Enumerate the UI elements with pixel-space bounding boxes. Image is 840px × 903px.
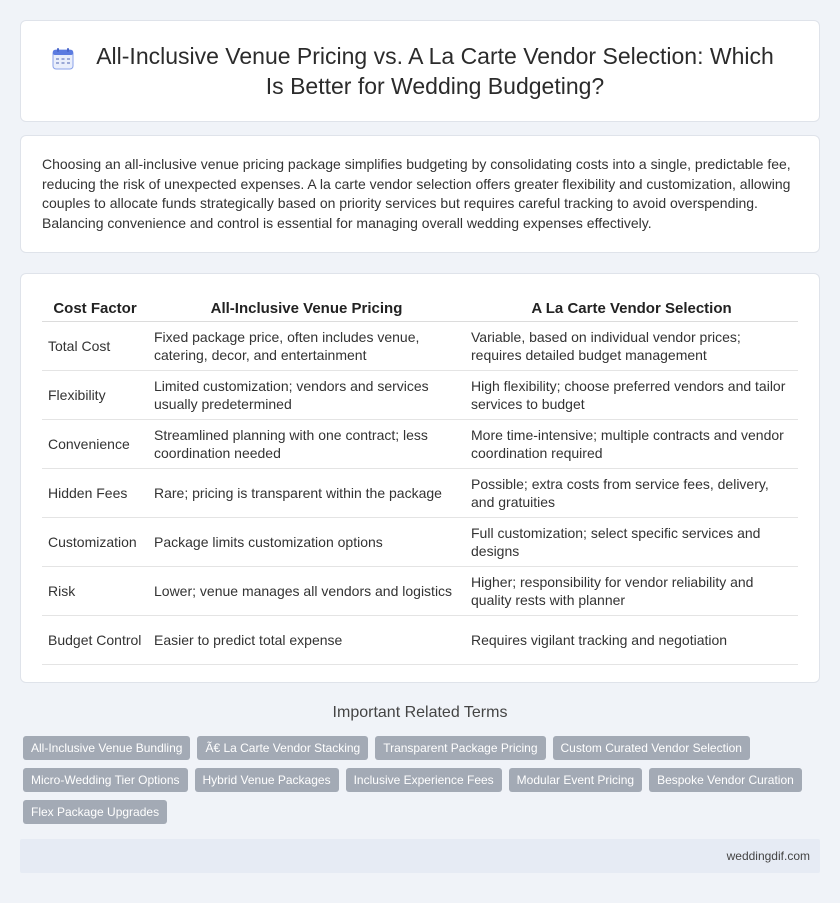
cost-factor-cell: Hidden Fees [42,468,148,517]
footer-site-link[interactable]: weddingdif.com [726,849,810,863]
related-term-tag[interactable]: Transparent Package Pricing [375,736,545,760]
table-row [42,566,798,615]
page-title: All-Inclusive Venue Pricing vs. A La Carte Vendor Selection: Which Is Better for Wedding Budgeting? [96,43,774,99]
table-row [42,419,798,468]
intro-paragraph: Choosing an all-inclusive venue pricing package simplifies budgeting by consolidating costs into a single, predictable fee, reducing the risk of unexpected expenses. A la carte vendor selection offers greater flexibility and customization, allowing couples to allocate funds strategically based on priority services but requires careful tracking to avoid overspending. Balancing convenience and control is essential for managing overall wedding expenses effectively. [42,156,791,231]
table-row [42,517,798,566]
a-la-carte-cell: High flexibility; choose preferred vendors and tailor services to budget [465,370,798,419]
all-inclusive-cell: Limited customization; vendors and services usually predetermined [148,370,465,419]
column-header-all-inclusive: All-Inclusive Venue Pricing [148,297,465,321]
a-la-carte-cell: Higher; responsibility for vendor reliability and quality rests with planner [465,566,798,615]
a-la-carte-cell: Full customization; select specific services and designs [465,517,798,566]
related-term-tag[interactable]: Ã€ La Carte Vendor Stacking [197,736,368,760]
related-term-tag[interactable]: Micro-Wedding Tier Options [23,768,188,792]
cost-factor-cell: Total Cost [42,321,148,370]
cost-factor-cell: Convenience [42,419,148,468]
cost-factor-cell: Flexibility [42,370,148,419]
related-term-tag[interactable]: Flex Package Upgrades [23,800,167,824]
related-term-tag[interactable]: Bespoke Vendor Curation [649,768,802,792]
all-inclusive-cell: Streamlined planning with one contract; less coordination needed [148,419,465,468]
related-term-tag[interactable]: Hybrid Venue Packages [195,768,339,792]
related-term-tag[interactable]: Inclusive Experience Fees [346,768,502,792]
related-terms-list [23,736,813,824]
cost-factor-cell: Budget Control [42,615,148,664]
header-card [20,20,820,122]
cost-factor-cell: Customization [42,517,148,566]
related-term-tag[interactable]: All-Inclusive Venue Bundling [23,736,190,760]
table-row [42,468,798,517]
table-row [42,615,798,664]
comparison-card [20,273,820,683]
related-term-tag[interactable]: Modular Event Pricing [509,768,642,792]
intro-card [20,135,820,253]
all-inclusive-cell: Fixed package price, often includes venue, catering, decor, and entertainment [148,321,465,370]
table-row [42,321,798,370]
all-inclusive-cell: Lower; venue manages all vendors and logistics [148,566,465,615]
a-la-carte-cell: Variable, based on individual vendor prices; requires detailed budget management [465,321,798,370]
a-la-carte-cell: Possible; extra costs from service fees, delivery, and gratuities [465,468,798,517]
a-la-carte-cell: Requires vigilant tracking and negotiation [465,615,798,664]
cost-factor-cell: Risk [42,566,148,615]
footer-bar [20,839,820,873]
table-header-row [42,297,798,321]
a-la-carte-cell: More time-intensive; multiple contracts and vendor coordination required [465,419,798,468]
all-inclusive-cell: Package limits customization options [148,517,465,566]
related-term-tag[interactable]: Custom Curated Vendor Selection [553,736,750,760]
column-header-cost-factor: Cost Factor [42,297,148,321]
related-terms-heading: Important Related Terms [332,704,508,721]
table-row [42,370,798,419]
comparison-table [42,297,798,665]
column-header-a-la-carte: A La Carte Vendor Selection [465,297,798,321]
all-inclusive-cell: Rare; pricing is transparent within the package [148,468,465,517]
all-inclusive-cell: Easier to predict total expense [148,615,465,664]
